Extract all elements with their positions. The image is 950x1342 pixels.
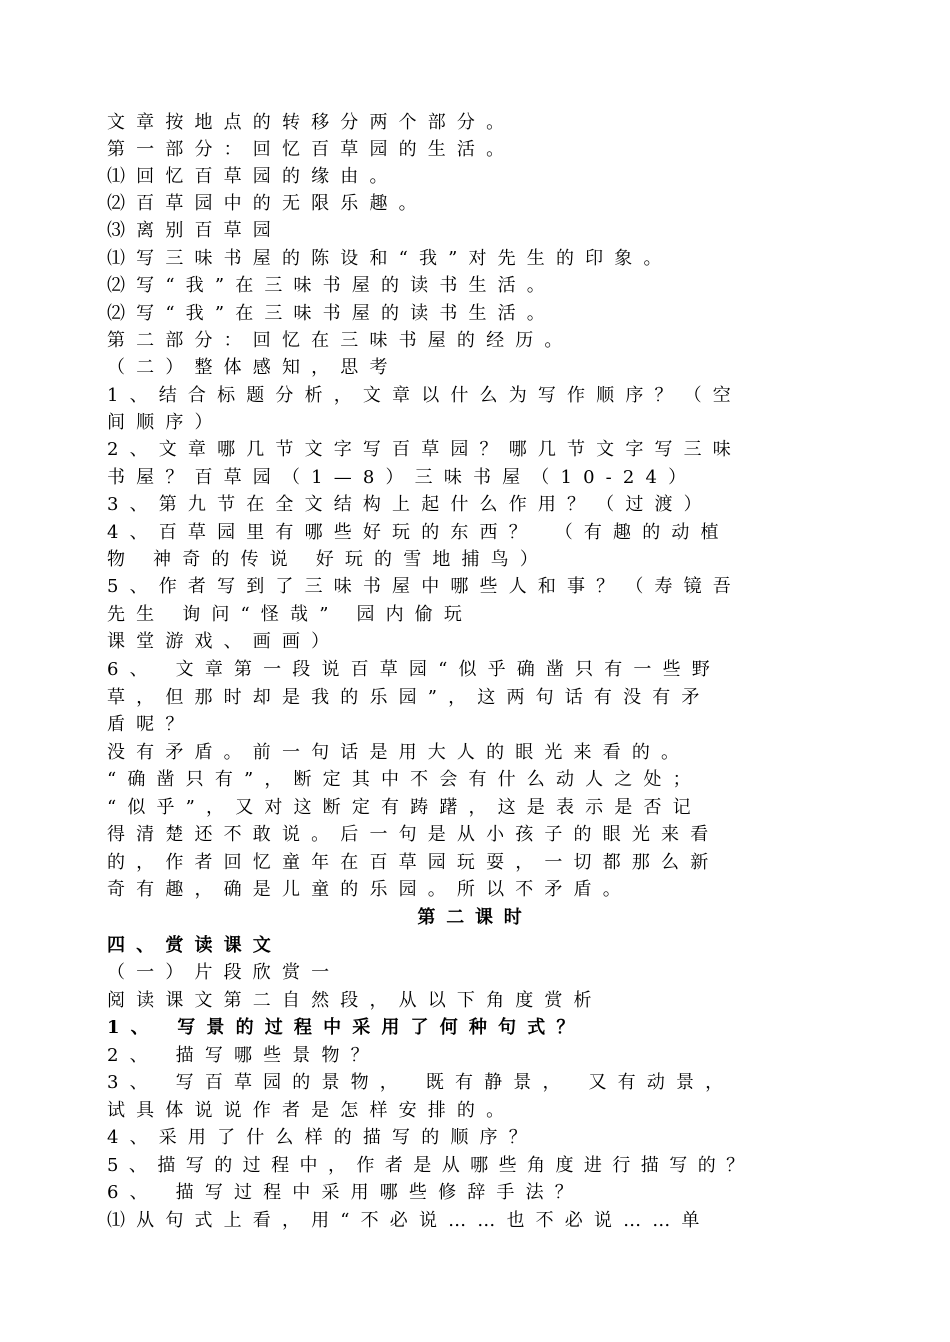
text-line: 文章按地点的转移分两个部分。 <box>107 112 516 133</box>
text-line: 阅读课文第二自然段，从以下角度赏析 <box>107 990 603 1011</box>
text-line: 1、 写景的过程中采用了何种句式？ <box>107 1017 586 1038</box>
text-line: 没有矛盾。前一句话是用大人的眼光来看的。 <box>107 742 691 763</box>
text-line: 4、百草园里有哪些好玩的东西？ （有趣的动植 <box>107 522 730 543</box>
text-line: “似乎”，又对这断定有踌躇，这是表示是否记 <box>107 797 702 818</box>
text-line: 试具体说说作者是怎样安排的。 <box>107 1100 516 1121</box>
text-line: 5、描写的过程中，作者是从哪些角度进行描写的？ <box>107 1155 755 1176</box>
text-line: 6、 文章第一段说百草园“似乎确凿只有一些野 <box>107 659 721 680</box>
text-line: 6、 描写过程中采用哪些修辞手法？ <box>107 1182 584 1203</box>
text-line: ⑴写三味书屋的陈设和“我”对先生的印象。 <box>107 248 673 269</box>
text-line: 第二部分：回忆在三味书屋的经历。 <box>107 330 574 351</box>
text-line: 草，但那时却是我的乐园”，这两句话有没有矛 <box>107 687 711 708</box>
section-title: 四、赏读课文 <box>107 935 282 956</box>
text-line: 1、结合标题分析，文章以什么为写作顺序？（空 <box>107 385 742 406</box>
lesson-heading: 第二课时 <box>417 907 533 928</box>
text-line: ⑵写“我”在三味书屋的读书生活。 <box>107 275 556 296</box>
text-line: 得清楚还不敢说。后一句是从小孩子的眼光来看 <box>107 824 720 845</box>
text-line: ⑵百草园中的无限乐趣。 <box>107 193 428 214</box>
text-line: 5、作者写到了三味书屋中哪些人和事？（寿镜吾 <box>107 576 742 597</box>
text-line: 的，作者回忆童年在百草园玩耍，一切都那么新 <box>107 852 720 873</box>
text-line: （二）整体感知，思考 <box>107 357 399 378</box>
text-line: 2、 描写哪些景物？ <box>107 1045 380 1066</box>
text-line: 3、 写百草园的景物， 既有静景， 又有动景， <box>107 1072 735 1093</box>
text-line: 间顺序） <box>107 412 224 433</box>
text-line: 奇有趣，确是儿童的乐园。所以不矛盾。 <box>107 879 632 900</box>
text-line: ⑶离别百草园 <box>107 220 282 241</box>
text-line: 盾呢？ <box>107 714 195 735</box>
text-line: ⑴从句式上看，用“不必说……也不必说……单 <box>107 1210 711 1231</box>
text-line: ⑴回忆百草园的缘由。 <box>107 166 399 187</box>
text-line: 3、第九节在全文结构上起什么作用？（过渡） <box>107 494 713 515</box>
text-line: 物 神奇的传说 好玩的雪地捕鸟） <box>107 549 550 570</box>
text-line: 4、采用了什么样的描写的顺序？ <box>107 1127 538 1148</box>
text-line: “确凿只有”，断定其中不会有什么动人之处； <box>107 769 702 790</box>
text-line: 2、文章哪几节文字写百草园？哪几节文字写三味 <box>107 439 742 460</box>
text-line: 先生 询问“怪哉” 园内偷玩 <box>107 604 474 625</box>
text-line: ⑵写“我”在三味书屋的读书生活。 <box>107 303 556 324</box>
text-line: 课堂游戏、画画） <box>107 631 341 652</box>
text-line: （一）片段欣赏一 <box>107 962 341 983</box>
text-line: 第一部分：回忆百草园的生活。 <box>107 139 516 160</box>
text-line: 书屋？百草园（1—8）三味书屋（10-24） <box>107 467 698 488</box>
